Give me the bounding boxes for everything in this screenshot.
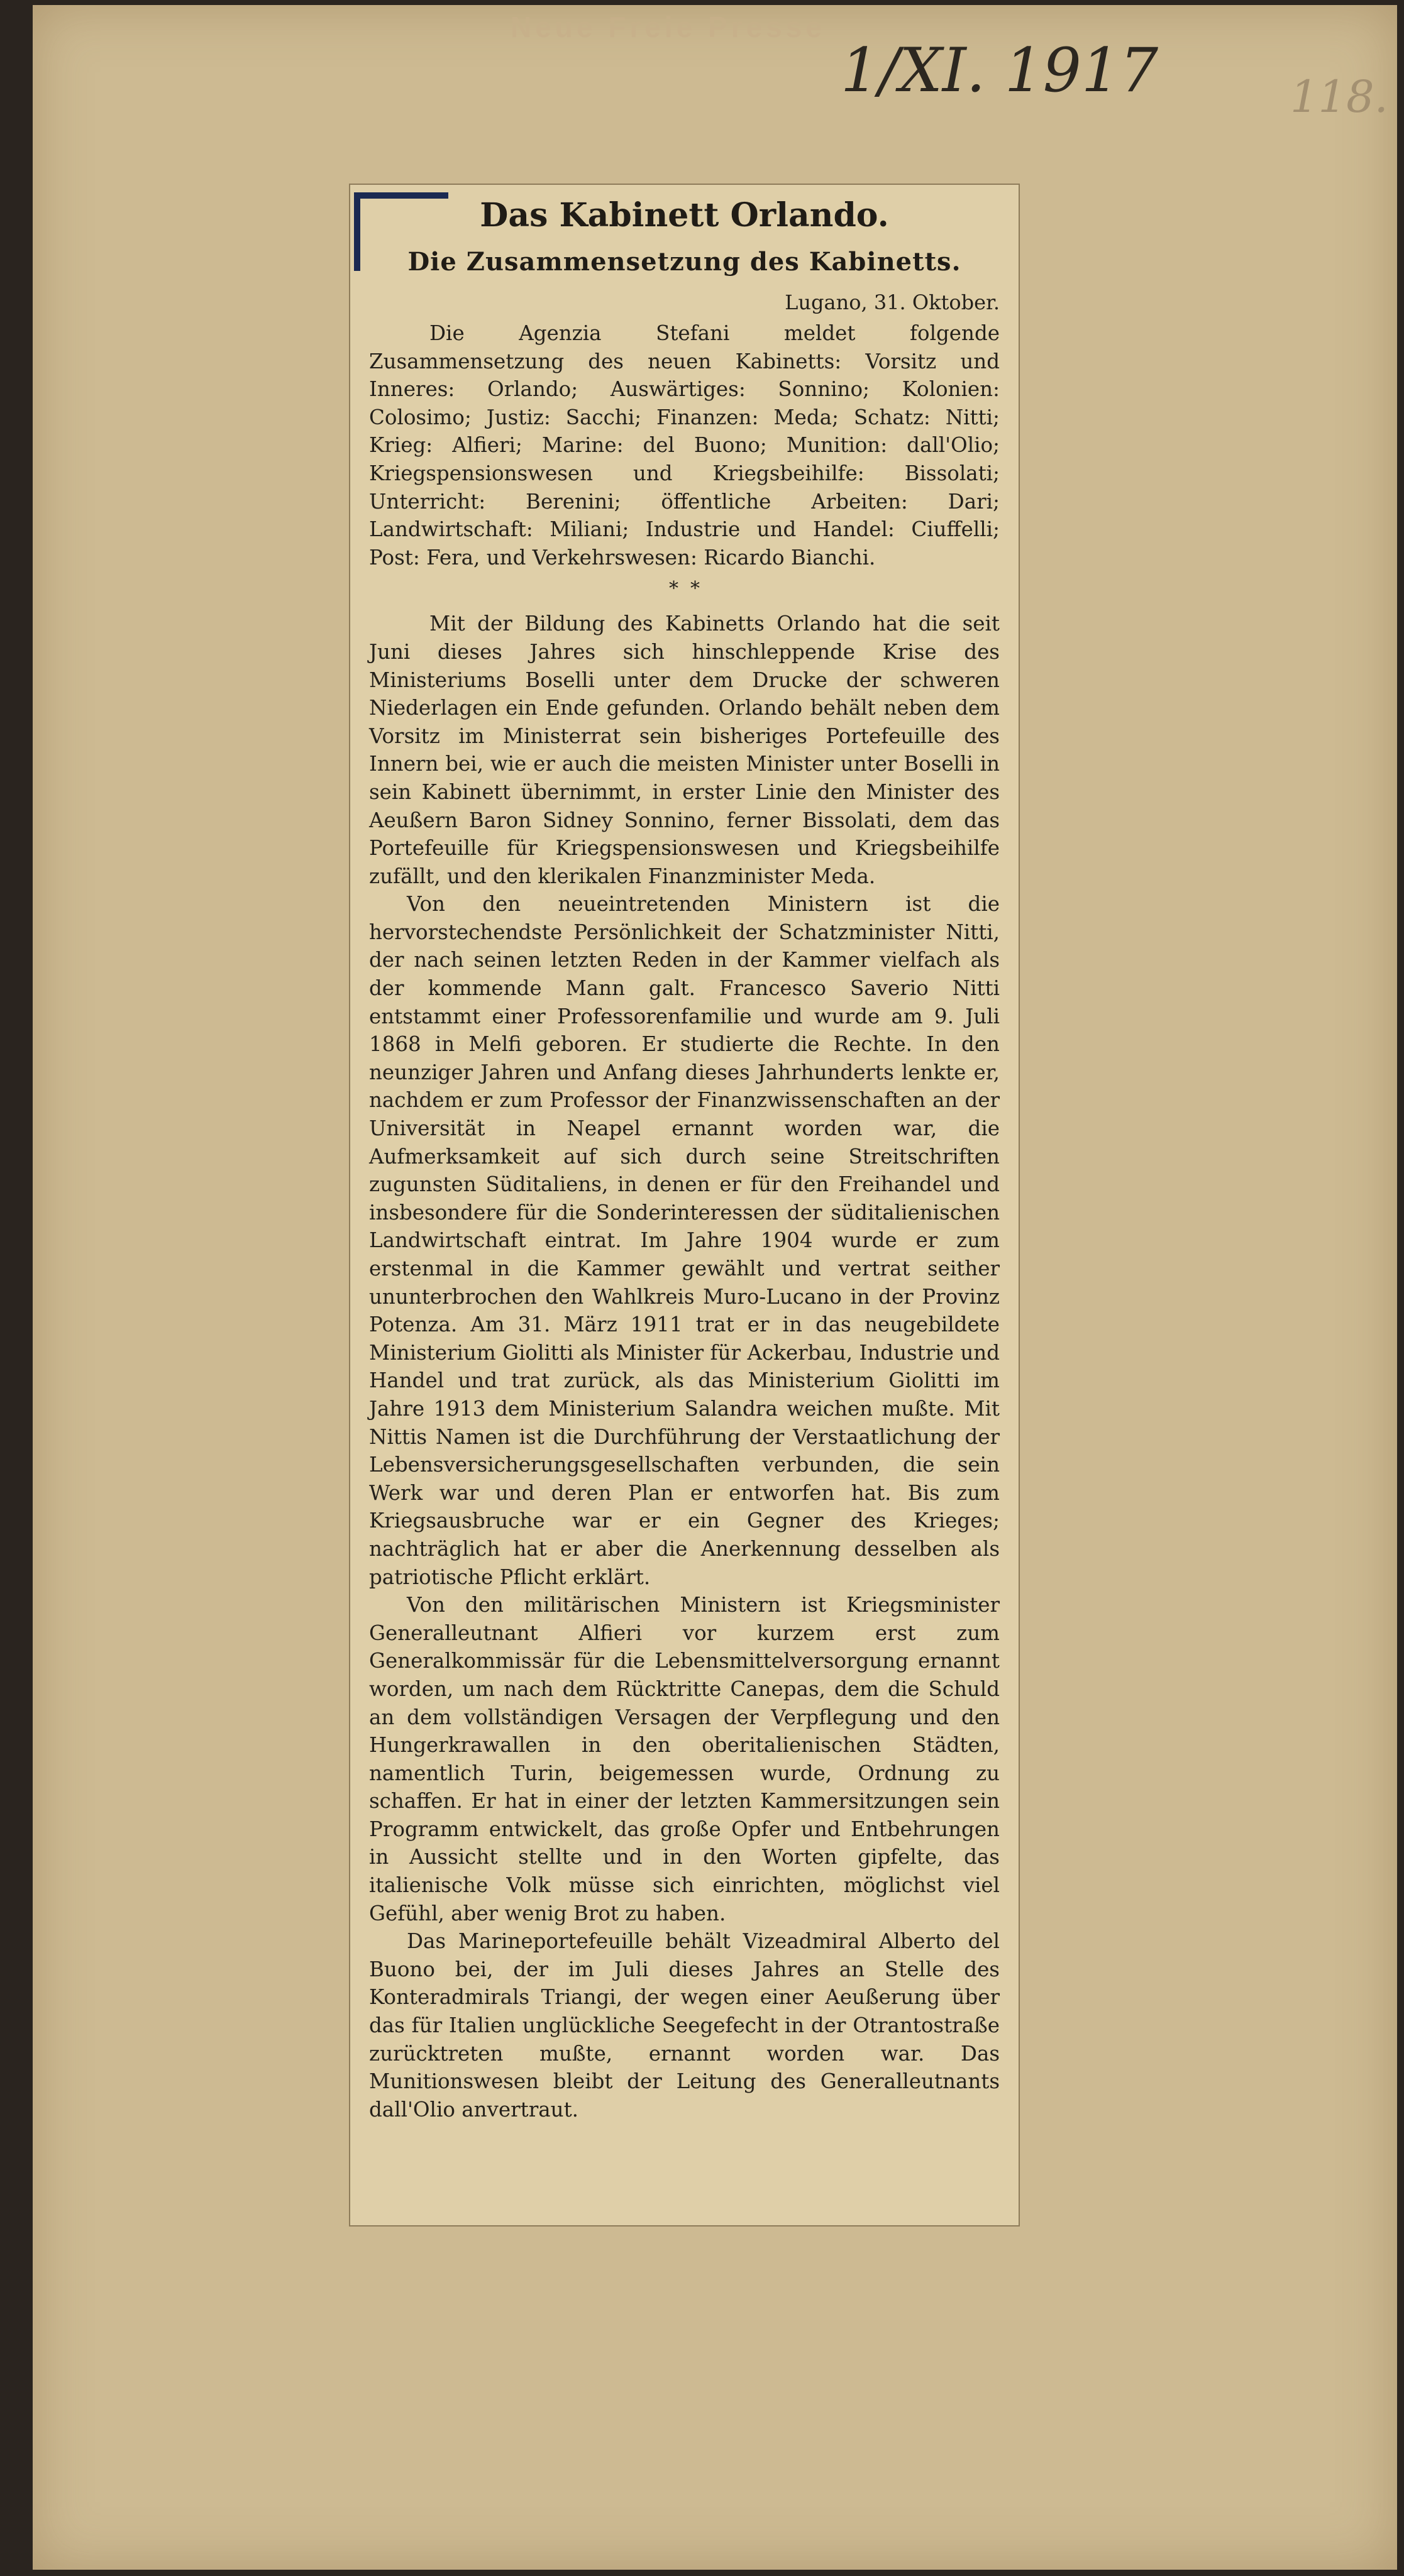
article-headline: Das Kabinett Orlando.: [480, 196, 889, 234]
cabinet-list-paragraph: Die Agenzia Stefani meldet folgende Zusammensetzung des neuen Kabinetts: Vorsitz und Inneres: Orlando; Auswärtiges: Sonnino; Kolonien: Colosimo; Justiz: Sacchi; Finanzen: Meda; Schatz: Nitti; Krieg: Alfieri; Marine: del Buono; Munition: dall'Olio; Kriegspensionswesen und Kriegsbeihilfe: Bissolati; Unterricht: Berenini; öffentliche Arbeiten: Dari; Landwirtschaft: Miliani; Industrie und Handel: Ciuffelli; Post: Fera, und Verkehrswesen: Ricardo Bianchi.: [369, 321, 1000, 570]
article-paragraph: Mit der Bildung des Kabinetts Orlando hat die seit Juni dieses Jahres sich hinschleppende Krise des Ministeriums Boselli unter dem Drucke der schweren Niederlagen ein Ende gefunden. Orlando behält neben dem Vorsitz im Ministerrat sein bisheriges Portefeuille des Innern bei, wie er auch die meisten Minister unter Boselli in sein Kabinett übernimmt, in erster Linie den Minister des Aeußern Baron Sidney Sonnino, ferner Bissolati, dem das Portefeuille für Kriegspensionswesen und Kriegsbeihilfe zufällt, und den klerikalen Finanzminister Meda.: [369, 612, 1000, 888]
article-subheadline: Die Zusammensetzung des Kabinetts.: [407, 247, 961, 277]
article-paragraph: Das Marineportefeuille behält Vizeadmiral Alberto del Buono bei, der im Juli dieses Jahres an Stelle des Konteradmirals Triangi, der wegen einer Aeußerung über das für Italien unglückliche Seegefecht in der Otrantostraße zurücktreten mußte, ernannt worden war. Das Munitionswesen bleibt der Leitung des Generalleutnants dall'Olio anvertraut.: [369, 1929, 1000, 2122]
article-dateline: Lugano, 31. Oktober.: [785, 290, 1000, 314]
article-paragraph: Von den militärischen Ministern ist Kriegsminister Generalleutnant Alfieri vor kurzem erst zum Generalkommissär für die Lebensmittelversorgung ernannt worden, um nach dem Rücktritte Canepas, dem die Schuld an dem vollständigen Versagen der Verpflegung und den Hungerkrawallen in den oberitalienischen Städten, namentlich Turin, beigemessen wurde, Ordnung zu schaffen. Er hat in einer der letzten Kammersitzungen sein Programm entwickelt, das große Opfer und Entbehrungen in Aussicht stellte und in den Worten gipfelte, das italienische Volk müsse sich einrichten, möglichst viel Gefühl, aber wenig Brot zu haben.: [369, 1593, 1000, 1925]
section-separator: * *: [668, 578, 700, 600]
blue-pencil-mark: [354, 192, 448, 271]
article-paragraph: Von den neueintretenden Ministern ist die hervorstechendste Persönlichkeit der Schatzminister Nitti, der nach seinen letzten Reden in der Kammer vielfach als der kommende Mann galt. Francesco Saverio Nitti entstammt einer Professorenfamilie und wurde am 9. Juli 1868 in Melfi geboren. Er studierte die Rechte. In den neunziger Jahren und Anfang dieses Jahrhunderts lenkte er, nachdem er zum Professor der Finanzwissenschaften an der Universität in Neapel ernannt worden war, die Aufmerksamkeit auf sich durch seine Streitschriften zugunsten Süditaliens, in denen er für den Freihandel und insbesondere für die Sonderinteressen der süditalienischen Landwirtschaft eintrat. Im Jahre 1904 wurde er zum erstenmal in die Kammer gewählt und vertrat seither ununterbrochen den Wahlkreis Muro-Lucano in der Provinz Potenza. Am 31. März 1911 trat er in das neugebildete Ministerium Giolitti als Minister für Ackerbau, Industrie und Handel und trat zurück, als das Ministerium Giolitti im Jahre 1913 dem Ministerium Salandra weichen mußte. Mit Nittis Namen ist die Durchführung der Verstaatlichung der Lebensversicherungsgesellschaften verbunden, die sein Werk war und deren Plan er entworfen hat. Bis zum Kriegsausbruche war er ein Gegner des Krieges; nachträglich hat er aber die Anerkennung desselben als patriotische Pflicht erklärt.: [369, 892, 1000, 1589]
page-number: 118.: [1290, 71, 1388, 123]
newspaper-stamp: Neue Freie Presse: [511, 11, 826, 43]
newspaper-clipping: [349, 184, 1020, 2226]
handwritten-date: 1/XI. 1917: [841, 35, 1159, 106]
